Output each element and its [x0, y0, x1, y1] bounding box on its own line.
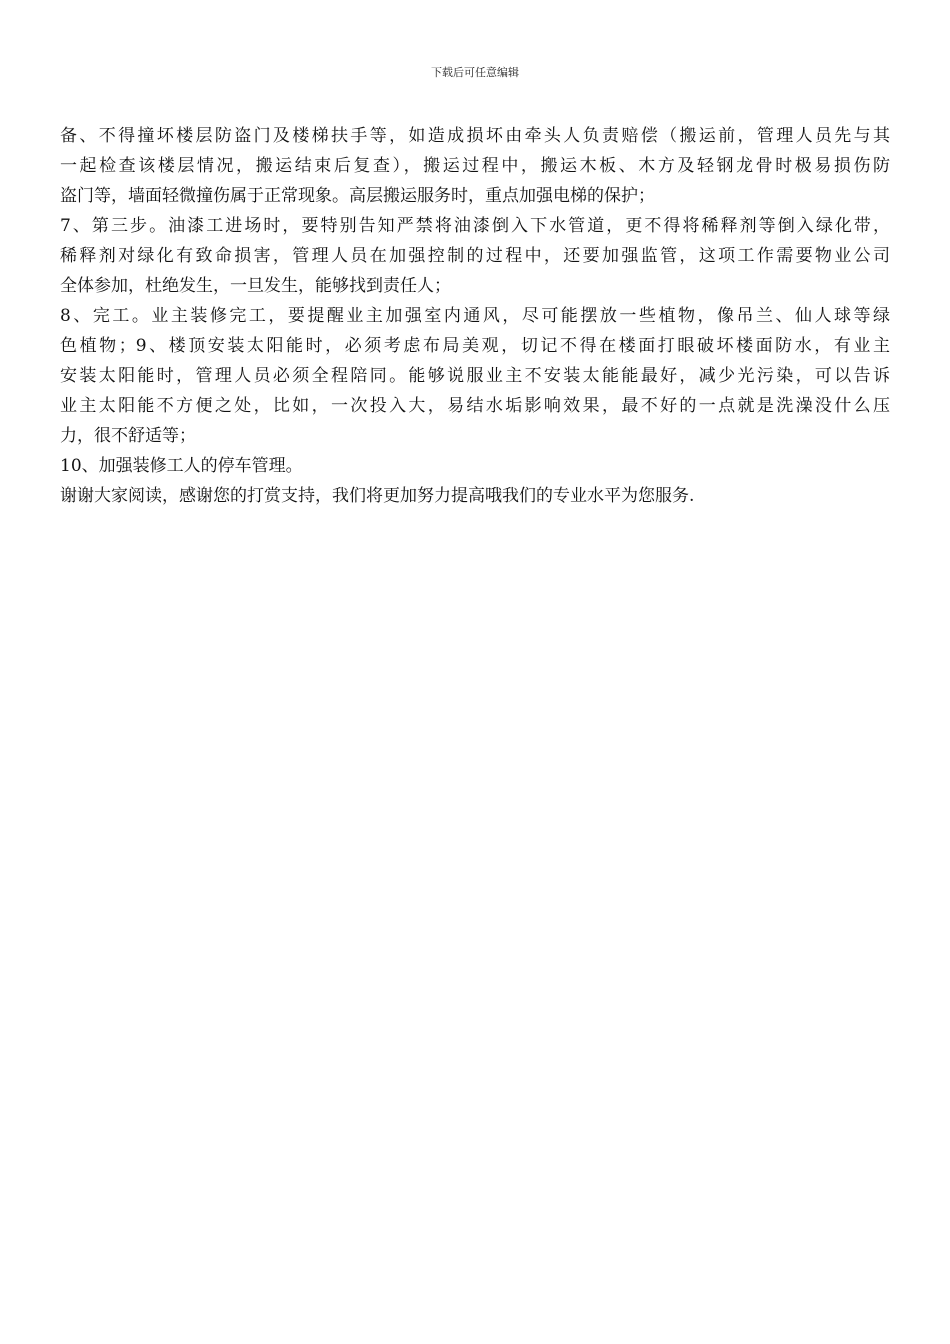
page-header: 下载后可任意编辑 [431, 66, 519, 79]
text-line: 盗门等，墙面轻微撞伤属于正常现象。高层搬运服务时，重点加强电梯的保护； [60, 186, 655, 206]
text-line: 色植物；9、楼顶安装太阳能时，必须考虑布局美观，切记不得在楼面打眼破坏楼面防水，有业主 [60, 336, 890, 356]
text-line: 8、完工。业主装修完工，要提醒业主加强室内通风，尽可能摆放一些植物，像吊兰、仙人球等绿 [60, 306, 890, 326]
text-line: 谢谢大家阅读，感谢您的打赏支持，我们将更加努力提高哦我们的专业水平为您服务. [60, 486, 695, 506]
text-line: 全体参加，杜绝发生，一旦发生，能够找到责任人； [60, 276, 451, 296]
text-line: 安装太阳能时，管理人员必须全程陪同。能够说服业主不安装太能能最好，减少光污染，可以告诉 [60, 366, 890, 386]
document-body [60, 122, 890, 512]
text-line: 力，很不舒适等； [60, 426, 196, 446]
text-line: 一起检查该楼层情况，搬运结束后复查），搬运过程中，搬运木板、木方及轻钢龙骨时极易损伤防 [60, 156, 890, 176]
text-line: 10、加强装修工人的停车管理。 [60, 456, 303, 476]
text-line: 业主太阳能不方便之处，比如，一次投入大，易结水垢影响效果，最不好的一点就是洗澡没什么压 [60, 396, 890, 416]
text-line: 7、第三步。油漆工进场时，要特别告知严禁将油漆倒入下水管道，更不得将稀释剂等倒入绿化带， [60, 216, 890, 236]
text-line: 稀释剂对绿化有致命损害，管理人员在加强控制的过程中，还要加强监管，这项工作需要物业公司 [60, 246, 890, 266]
text-line: 备、不得撞坏楼层防盗门及楼梯扶手等，如造成损坏由牵头人负责赔偿（搬运前，管理人员先与其 [60, 126, 890, 146]
